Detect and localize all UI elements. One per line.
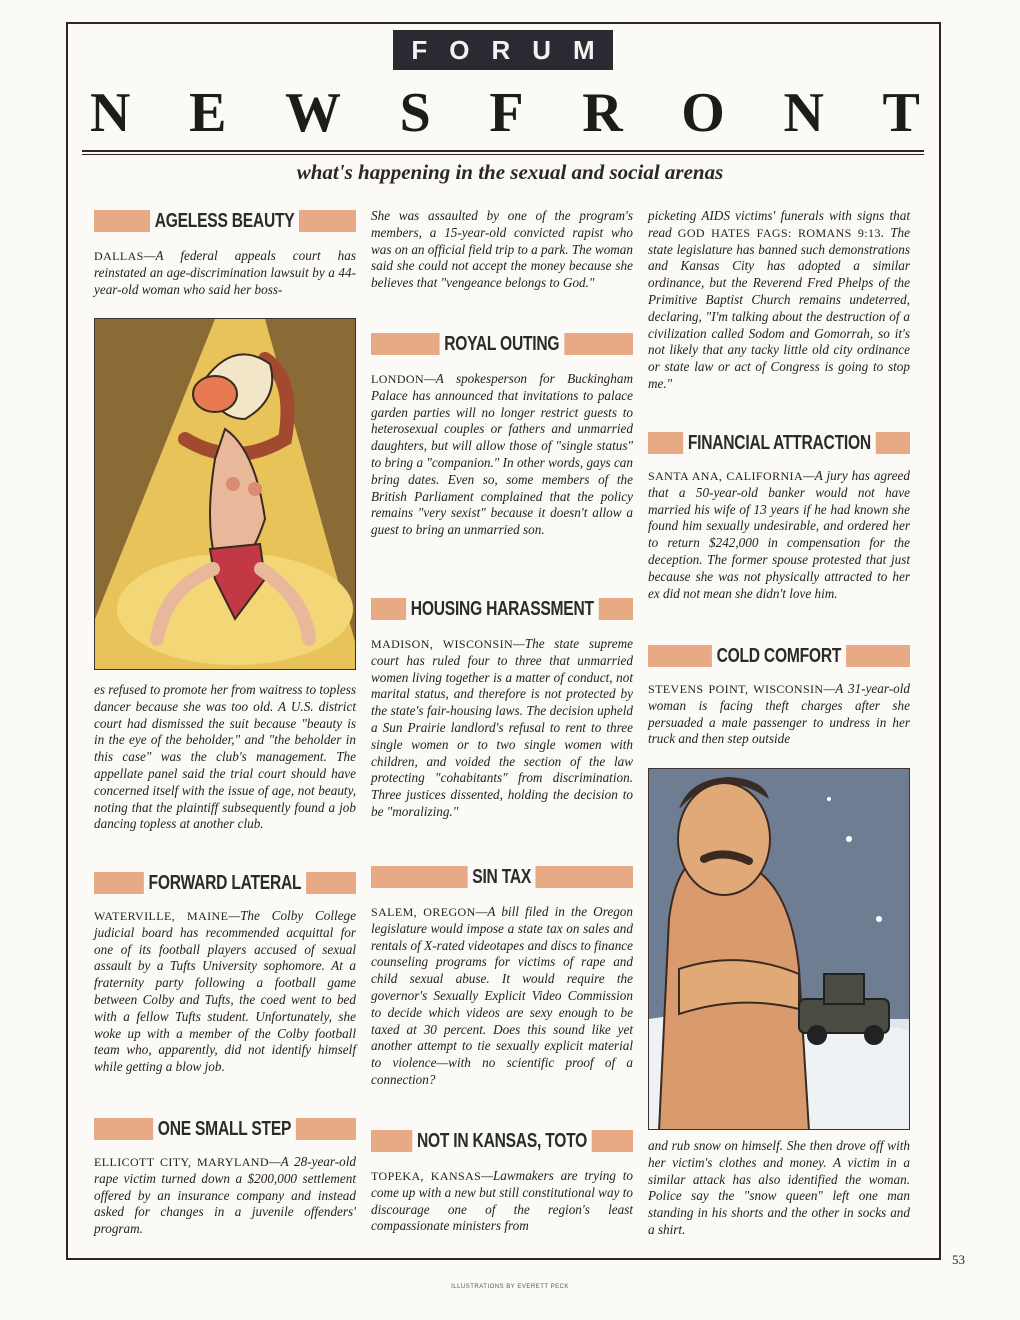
sign-text: GOD HATES FAGS: ROMANS 9:13 <box>677 225 881 240</box>
dancer-illustration <box>94 318 356 670</box>
article-heading-bar <box>94 872 356 894</box>
article-heading-bar <box>648 432 910 454</box>
article-heading: ROYAL OUTING <box>440 331 564 357</box>
article-body: picketing AIDS victims' funerals with signs that read GOD HATES FAGS: ROMANS 9:13. The state legislature has banned such demonstrations and Kansas City has adopted a similar ordinance, but the Reverend Fred Phelps of the Primitive Baptist Church remains undeterred, declaring, "I'm talking about the destruction of a civilization called Sodom and Gomorrah, so it's not likely that any tacky little old city ordinance or state law or act of Congress is going to stop me." <box>648 208 911 391</box>
article-body: WATERVILLE, MAINE—The Colby College judicial board has recommended acquittal for one of its football players accused of sexual assault by a Tufts University sophomore. At a fraternity party following a football game between Colby and Tufts, the coed went to bed with a fellow Tufts student. Unfortunately, she woke up with a member of the Colby football team who, apparently, did not identify himself while getting a blow job. <box>94 908 356 1075</box>
article-heading-bar <box>94 210 356 232</box>
article-not-in-kansas-continued <box>648 208 910 393</box>
article-body: es refused to promote her from waitress to topless dancer because she was too old. A U.S. district court had dismissed the suit because "beauty is in the eye of the beholder," and "the beholder in this case" was the club's management. The appellate panel said the trial court should have concerned itself with the issue of age, not beauty, noting that the plaintiff subsequently found a job dancing topless at another club. <box>94 682 356 832</box>
dateline: ELLICOTT CITY, MARYLAND <box>94 1155 269 1169</box>
masthead-letter: N <box>783 82 824 144</box>
page-subtitle: what's happening in the sexual and social arenas <box>296 160 724 184</box>
article-heading: NOT IN KANSAS, TOTO <box>412 1128 591 1154</box>
article-ageless-beauty <box>94 210 356 298</box>
article-body: SANTA ANA, CALIFORNIA—A jury has agreed that a 50-year-old banker would not have married his wife of 13 years if he had known she found him sexually undesirable, and ordered her to return $242,000 in compensation for the deception. The former spouse protested that just because she was not physically attracted to her ex did not mean she didn't love him. <box>648 468 910 601</box>
illustration-credit: ILLUSTRATIONS BY EVERETT PECK <box>451 1284 569 1290</box>
article-forward-lateral <box>94 872 356 1076</box>
dateline: TOPEKA, KANSAS <box>371 1169 482 1183</box>
article-royal-outing <box>371 333 633 539</box>
dateline: LONDON <box>371 372 425 386</box>
article-heading: COLD COMFORT <box>712 643 846 669</box>
article-body: TOPEKA, KANSAS—Lawmakers are trying to come up with a new but still constitutional way to discourage one of the region's least compassionate ministers from <box>371 1168 633 1234</box>
article-heading: SIN TAX <box>468 864 536 890</box>
section-badge: FORUM <box>393 30 613 70</box>
masthead-letter: F <box>489 82 524 144</box>
masthead-letter: N <box>90 82 131 144</box>
dancer-illustration-art <box>95 319 356 670</box>
article-heading-bar <box>371 866 633 888</box>
masthead-rule-thin <box>82 154 924 155</box>
masthead-letter: E <box>189 82 227 144</box>
dateline: SALEM, OREGON <box>371 905 476 919</box>
snow-man-illustration <box>648 768 910 1130</box>
dateline: WATERVILLE, MAINE <box>94 909 229 923</box>
snow-man-illustration-art <box>649 769 910 1130</box>
article-heading-bar <box>371 598 633 620</box>
article-heading: HOUSING HARASSMENT <box>406 596 598 622</box>
masthead-letter: S <box>399 82 431 144</box>
article-one-small-step-continued <box>371 208 633 292</box>
article-body: DALLAS—A federal appeals court has reinstated an age-discrimination lawsuit by a 44-year-old woman who said her boss- <box>94 248 356 297</box>
article-heading-bar <box>648 645 910 667</box>
dateline: MADISON, WISCONSIN <box>371 637 514 651</box>
article-heading-bar <box>371 333 633 355</box>
article-body: LONDON—A spokesperson for Buckingham Palace has announced that invitations to palace garden parties will no longer restrict guests to heterosexual couples or fathers and unmarried daughters, but will allow those of "single status" to bring a "companion." In other words, gays can bring dates. Even so, some members of the British Parliament complained that the policy remains "very sexist" because it doesn't allow a guest to bring an unmarried son. <box>371 371 633 538</box>
article-heading: AGELESS BEAUTY <box>150 208 299 234</box>
article-heading-bar <box>94 1118 356 1140</box>
article-financial-attraction <box>648 432 910 602</box>
dateline: DALLAS <box>94 249 144 263</box>
article-cold-comfort <box>648 645 910 748</box>
dateline: SANTA ANA, CALIFORNIA <box>648 469 804 483</box>
article-housing-harassment <box>371 598 633 821</box>
article-heading: ONE SMALL STEP <box>154 1116 297 1142</box>
article-cold-comfort-continued <box>648 1138 910 1239</box>
article-body: MADISON, WISCONSIN—The state supreme court has ruled four to three that unmarried women living together is a matter of conduct, not marital status, and therefore is not protected by the state's fair-housing laws. The decision upheld a Sun Prairie landlord's refusal to rent to three single women or to two single women with children, and voided the section of the law protecting "cohabitants" from discrimination. Three justices dissented, holding the decision to be "moralizing." <box>371 636 634 819</box>
masthead-rule <box>82 150 924 152</box>
article-heading: FORWARD LATERAL <box>144 870 306 896</box>
article-one-small-step <box>94 1118 356 1238</box>
page-number: 53 <box>952 1252 965 1267</box>
article-body: STEVENS POINT, WISCONSIN—A 31-year-old woman is facing theft charges after she persuaded a male passenger to undress in her truck and then step outside <box>648 681 910 747</box>
article-body: ELLICOTT CITY, MARYLAND—A 28-year-old rape victim turned down a $200,000 settlement offered by an insurance company and instead asked for changes in a juvenile offenders' program. <box>94 1154 356 1237</box>
article-body: SALEM, OREGON—A bill filed in the Oregon legislature would impose a state tax on sales and rentals of X-rated videotapes and discs to finance counseling programs for victims of rape and child sexual abuse. It would require the governor's Sexually Explicit Video Commission to decide which videos are sexy enough to be taxed at 30 percent. Does this sound like yet another attempt to tie sexually explicit material to violence—with no scientific proof of a connection? <box>371 904 633 1087</box>
article-sin-tax <box>371 866 633 1089</box>
article-not-in-kansas <box>371 1130 633 1235</box>
dateline: STEVENS POINT, WISCONSIN <box>648 682 824 696</box>
article-body: She was assaulted by one of the program's members, a 15-year-old convicted rapist who was on an official field trip to a park. The woman said she could not accept the money because she believes that "vengeance belongs to God." <box>371 208 633 291</box>
article-body: and rub snow on himself. She then drove off with her victim's clothes and money. A victim in a similar attack has also identified the woman. Police say the "snow queen" left one man standing in his shorts and the other in socks and a shirt. <box>648 1138 910 1237</box>
masthead-letter: T <box>882 82 920 144</box>
masthead-letter: W <box>285 82 342 144</box>
article-heading: FINANCIAL ATTRACTION <box>683 430 875 456</box>
masthead-letter: R <box>582 82 623 144</box>
masthead-title <box>90 82 920 144</box>
article-heading-bar <box>371 1130 633 1152</box>
masthead-letter: O <box>681 82 725 144</box>
article-ageless-beauty-continued <box>94 682 356 833</box>
